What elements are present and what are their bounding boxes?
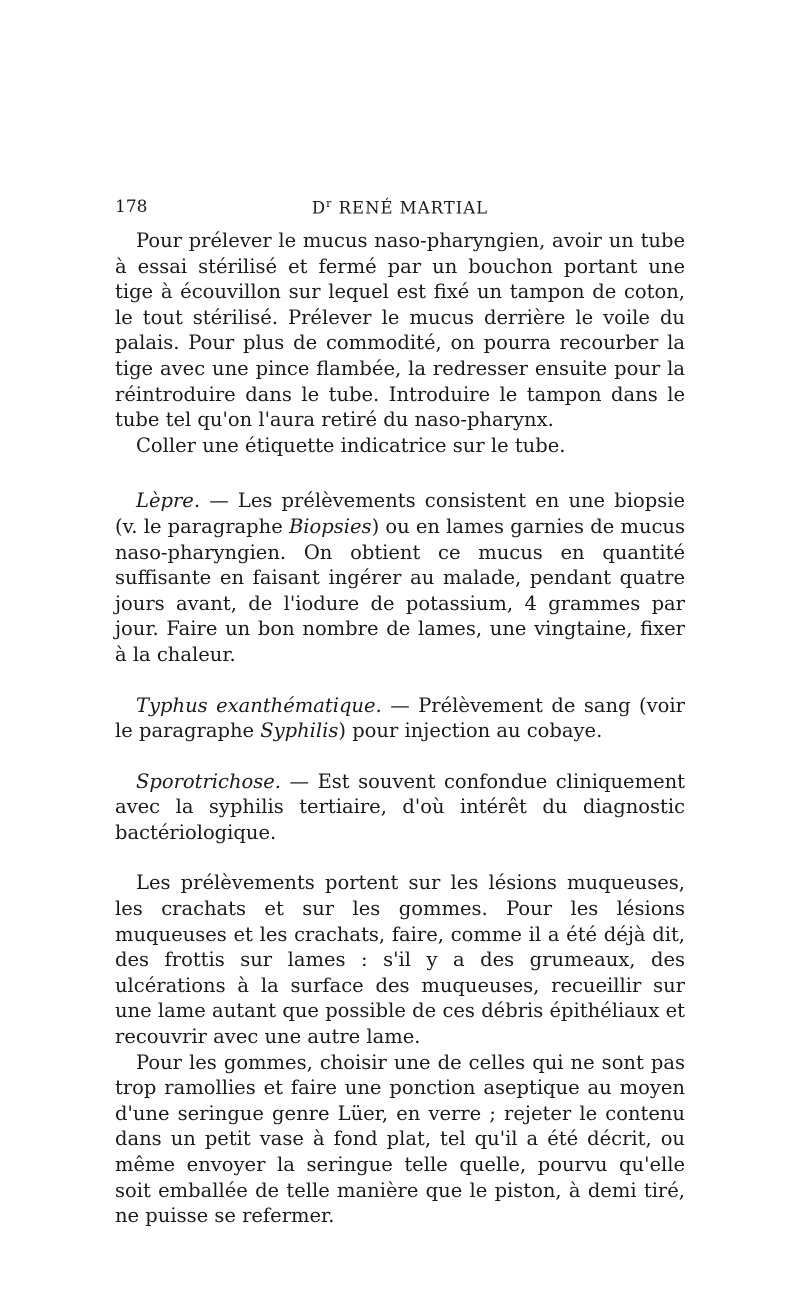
section-title-sporotrichose: Sporotrichose. [136,769,282,793]
page-body [115,228,685,1229]
cross-reference-syphilis: Syphilis [260,719,339,743]
running-head [115,197,685,218]
author-name: RENÉ MARTIAL [332,198,489,218]
section-title-lepre: Lèpre. [136,489,201,513]
paragraph-sporotrichose: Sporotrichose. — Est souvent confondue cliniquement avec la syphilis tertiaire, d'où intérêt du diagnostic bactériologique. [115,769,685,844]
paragraph-mucus-sampling: Pour prélever le mucus naso-pharyngien, avoir un tube à essai stérilisé et fermé par un bouchon portant une tige à écouvillon sur lequel est fixé un tampon de coton, le tout stérilisé. Prélever le mucus derrière le voile du palais. Pour plus de commodité, on pourra recourber la tige avec une pince flambée, la redresser ensuite pour la réintroduire dans le tube. Introduire le tampon dans le tube tel qu'on l'aura retiré du naso-pharynx. [115,229,685,432]
section-title-typhus: Typhus exanthématique. [136,693,382,717]
paragraph-gommes: Pour les gommes, choisir une de celles qui ne sont pas trop ramollies et faire une ponction aseptique au moyen d'une seringue genre Lüer, en verre ; rejeter le contenu dans un petit vase à fond plat, tel qu'il a été décrit, ou même envoyer la seringue telle quelle, pourvu qu'elle soit emballée de telle manière que le piston, à demi tiré, ne puisse se refermer. [115,1050,685,1228]
author-prefix-sup: r [326,197,333,210]
paragraph-prelevements: Les prélèvements portent sur les lésions muqueuses, les crachats et sur les gommes. Pour les lésions muqueuses et les crachats, faire, comme il a été déjà dit, des frottis sur lames : s'il y a des grumeaux, des ulcérations à la surface des muqueuses, recueillir sur une lame autant que possible de ces débris épithéliaux et recouvrir avec une autre lame. [115,871,685,1049]
page-number: 178 [115,197,148,217]
author-prefix: D [311,198,327,218]
cross-reference-biopsies: Biopsies [288,514,372,538]
page-header [115,197,685,221]
paragraph-typhus: Typhus exanthématique. — Prélèvement de sang (voir le paragraphe Syphilis) pour injection au cobaye. [115,693,685,743]
paragraph-lepre: Lèpre. — Les prélèvements consistent en une biopsie (v. le paragraphe Biopsies) ou en lames garnies de mucus naso-pharyngien. On obtient ce mucus en quantité suffisante en faisant ingérer au malade, pendant quatre jours avant, de l'iodure de potassium, 4 grammes par jour. Faire un bon nombre de lames, une vingtaine, fixer à la chaleur. [115,489,686,666]
paragraph-label-tube: Coller une étiquette indicatrice sur le tube. [136,433,566,457]
